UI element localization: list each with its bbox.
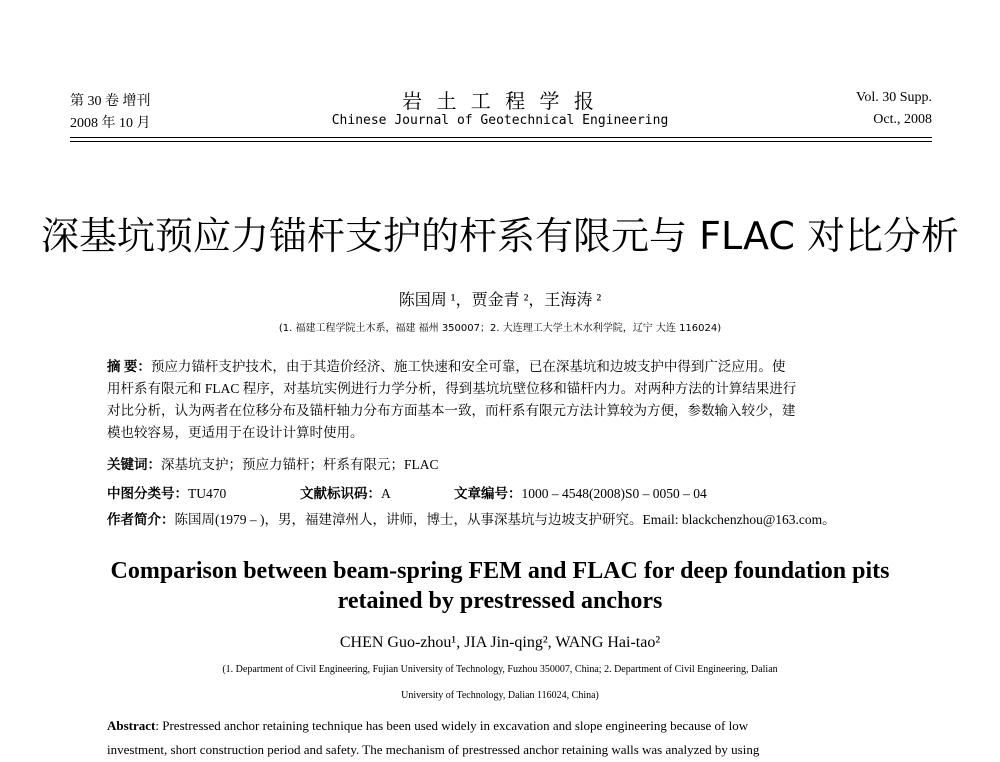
abstract-cn-line: 用杆系有限元和 FLAC 程序，对基坑实例进行力学分析，得到基坑坑壁位移和锚杆内力。对两种方法的计算结果进行 [107,381,797,396]
journal-name-en: Chinese Journal of Geotechnical Engineering [331,113,669,128]
paper-title-en-line2: retained by prestressed anchors [337,588,663,614]
article-number-value: 1000 – 4548(2008)S0 – 0050 – 04 [521,486,707,501]
keywords-cn-label: 关键词： [107,457,161,472]
paper-title-en [0,556,1000,616]
keywords-cn-text: 深基坑支护；预应力锚杆；杆系有限元；FLAC [161,457,439,472]
journal-name-cn: 岩 土 工 程 学 报 [402,89,598,113]
abstract-en [107,714,897,762]
header-volume-en: Vol. 30 Supp. [856,90,932,105]
paper-title-en-line1: Comparison between beam-spring FEM and FLAC for deep foundation pits [110,558,890,584]
header-rule-top [70,137,932,138]
doc-code-label: 文献标识码： [300,486,381,501]
abstract-cn [107,356,897,444]
authors-en: CHEN Guo-zhou¹, JIA Jin-qing², WANG Hai-tao² [339,634,661,651]
author-bio-text: 陈国周(1979 – )，男，福建漳州人，讲师，博士，从事深基坑与边坡支护研究。Email: blackchenzhou@163.com。 [174,512,836,527]
affiliation-en-line1: (1. Department of Civil Engineering, Fujian University of Technology, Fuzhou 350007, China; 2. Department of Civil Engineering, Dalian [222,664,778,675]
abstract-en-line: : Prestressed anchor retaining technique has been used widely in excavation and slope engineering because of low [155,718,749,733]
clc-value: TU470 [188,486,227,501]
article-number-label: 文章编号： [454,486,522,501]
paper-title-cn: 深基坑预应力锚杆支护的杆系有限元与 FLAC 对比分析 [41,214,959,258]
keywords-cn [107,454,897,476]
header-volume-issue: 第 30 卷 增刊 [70,94,151,109]
article-number [454,482,707,502]
header-rule-bottom [70,141,932,142]
affiliation-cn: (1. 福建工程学院土木系，福建 福州 350007；2. 大连理工大学土木水利学院，辽宁 大连 116024) [278,323,722,334]
clc-label: 中图分类号： [107,486,188,501]
abstract-cn-line: 模也较容易，更适用于在设计计算时使用。 [107,425,364,440]
authors-cn: 陈国周 ¹，贾金青 ²，王海涛 ² [398,292,602,309]
abstract-cn-line: 预应力锚杆支护技术，由于其造价经济、施工快速和安全可靠，已在深基坑和边坡支护中得到广泛应用。使 [150,359,786,374]
doc-code-value: A [381,486,391,501]
abstract-cn-label: 摘 要： [107,359,151,374]
abstract-en-label: Abstract [107,718,156,733]
header-date-cn: 2008 年 10 月 [70,116,151,131]
classification-line [107,482,226,502]
abstract-cn-line: 对比分析，认为两者在位移分布及锚杆轴力分布方面基本一致，而杆系有限元方法计算较为方便，参数输入较少，建 [107,403,796,418]
header-date-en: Oct., 2008 [873,112,932,127]
author-bio [107,508,836,528]
doc-code [300,482,391,502]
abstract-en-line: investment, short construction period and safety. The mechanism of prestressed anchor retaining walls was analyzed by using [107,742,760,757]
affiliation-en-line2: University of Technology, Dalian 116024, China) [401,690,599,701]
author-bio-label: 作者简介： [107,512,175,527]
